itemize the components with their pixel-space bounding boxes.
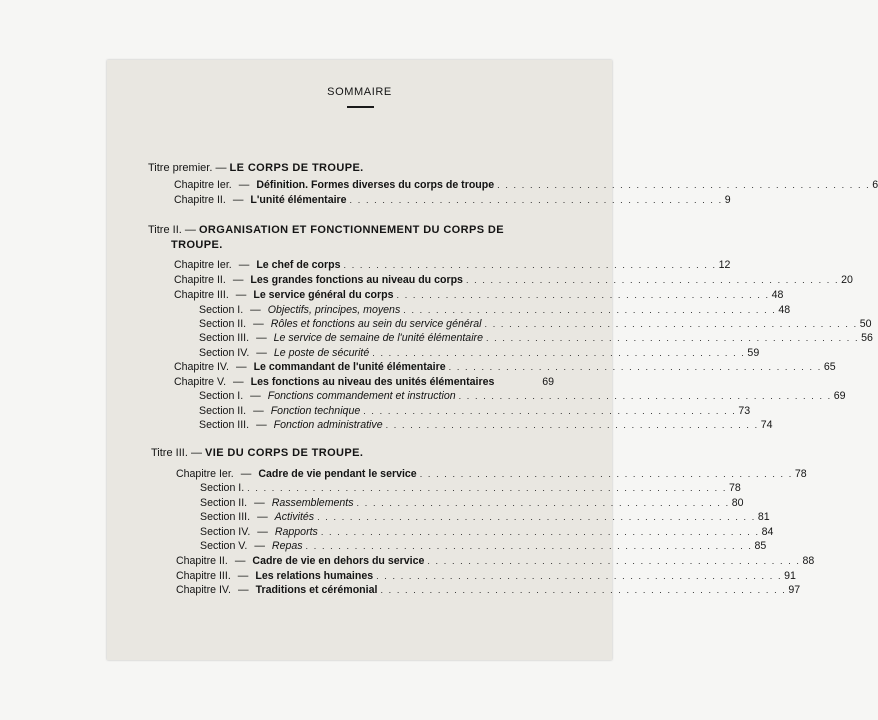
entry-label: Section I. — [200, 482, 245, 494]
entry-title: Le chef de corps — [256, 259, 341, 271]
title-underline — [347, 106, 374, 108]
titre-3-dash: — — [190, 447, 202, 459]
entry-dash: — — [257, 511, 268, 523]
leader-dots: . . . . . . . . . . . . . . . . . . . . . . . . . . . . . . . . . . . . . . . . . . . . . . — [403, 305, 777, 315]
entry-title: Le service de semaine de l'unité élémentaire — [273, 332, 483, 344]
entry-page: 80 — [731, 497, 744, 509]
entry-page: 78 — [794, 468, 807, 480]
leader-dots: . . . . . . . . . . . . . . . . . . . . . . . . . . . . . . . . . . . . . . . . . . . . . . — [372, 348, 746, 358]
titre-2-title-line2: TROUPE. — [171, 239, 223, 251]
entry-page: 73 — [738, 405, 751, 417]
entry-label: Chapitre II. — [174, 194, 226, 206]
entry-page: 50 — [859, 318, 872, 330]
entry-label: Section III. — [199, 419, 250, 431]
entry-dash: — — [256, 419, 267, 431]
toc-entry[interactable] — [199, 303, 791, 317]
entry-label: Section I. — [199, 390, 244, 402]
entry-title: Le commandant de l'unité élémentaire — [253, 361, 446, 373]
entry-dash: — — [237, 584, 249, 596]
entry-label: Chapitre Ier. — [174, 259, 232, 271]
entry-page: 85 — [754, 540, 767, 552]
entry-title: Objectifs, principes, moyens — [267, 304, 401, 316]
entry-page: 81 — [757, 511, 770, 523]
entry-dash: — — [253, 318, 264, 330]
entry-page: 69 — [542, 376, 554, 388]
leader-dots: . . . . . . . . . . . . . . . . . . . . . . . . . . . . . . . . . . . . . . . . . . . . . . . . . . — [380, 585, 787, 595]
entry-title: Le service général du corps — [253, 289, 394, 301]
entry-label: Chapitre V. — [174, 376, 227, 388]
entry-dash: — — [256, 332, 267, 344]
entry-label: Chapitre Ier. — [174, 179, 232, 191]
entry-label: Chapitre IV. — [174, 361, 229, 373]
toc-entry[interactable] — [174, 360, 836, 374]
entry-page: 56 — [861, 332, 873, 344]
entry-page: 48 — [778, 304, 791, 316]
entry-title: Rôles et fonctions au sein du service général — [270, 318, 482, 330]
entry-label: Chapitre II. — [176, 555, 228, 567]
leader-dots: . . . . . . . . . . . . . . . . . . . . . . . . . . . . . . . . . . . . . . . . . . . . . . — [343, 260, 717, 270]
entry-dash: — — [238, 259, 250, 271]
leader-dots: . . . . . . . . . . . . . . . . . . . . . . . . . . . . . . . . . . . . . . . . . . . . . . — [484, 319, 858, 329]
toc-entry[interactable] — [199, 346, 760, 360]
leader-dots: . . . . . . . . . . . . . . . . . . . . . . . . . . . . . . . . . . . . . . . . . . . . . . — [485, 333, 860, 343]
entry-title: Définition. Formes diverses du corps de troupe — [256, 179, 495, 191]
leader-dots: . . . . . . . . . . . . . . . . . . . . . . . . . . . . . . . . . . . . . . . . . . . . . . — [448, 362, 822, 372]
entry-dash: — — [253, 405, 264, 417]
titre-1-heading — [148, 161, 364, 175]
toc-entry[interactable] — [199, 404, 751, 418]
titre-1-title: LE CORPS DE TROUPE. — [229, 162, 364, 174]
entry-page: 69 — [833, 390, 846, 402]
titre-2-heading — [148, 223, 504, 237]
titre-1-label: Titre premier. — [148, 162, 213, 174]
entry-dash: — — [250, 304, 261, 316]
entry-page: 12 — [718, 259, 731, 271]
toc-entry[interactable] — [174, 375, 554, 389]
leader-dots: . . . . . . . . . . . . . . . . . . . . . . . . . . . . . . . . . . . . . . . . . . . . . . — [363, 406, 737, 416]
entry-page: 59 — [747, 347, 760, 359]
entry-page: 84 — [761, 526, 774, 538]
entry-label: Chapitre Ier. — [176, 468, 234, 480]
toc-entry[interactable] — [200, 510, 770, 524]
toc-entry[interactable] — [174, 178, 878, 192]
titre-2-dash: — — [184, 224, 196, 236]
leader-dots: . . . . . . . . . . . . . . . . . . . . . . . . . . . . . . . . . . . . . . . . . . . . . . — [497, 180, 871, 190]
entry-page: 48 — [771, 289, 784, 301]
entry-dash: — — [235, 289, 247, 301]
toc-entry[interactable] — [174, 288, 784, 302]
titre-2-label: Titre II. — [148, 224, 182, 236]
leader-dots: . . . . . . . . . . . . . . . . . . . . . . . . . . . . . . . . . . . . . . . . . . . . . . . . . . — [376, 571, 783, 581]
titre-1-dash: — — [215, 162, 227, 174]
entry-label: Section II. — [199, 318, 247, 330]
document-page — [107, 60, 878, 660]
entry-dash: — — [233, 376, 244, 388]
entry-title: Les fonctions au niveau des unités élémentaires — [250, 376, 495, 388]
entry-title: Les relations humaines — [255, 570, 374, 582]
entry-label: Chapitre IV. — [176, 584, 231, 596]
entry-label: Section III. — [200, 511, 251, 523]
toc-entry[interactable] — [176, 467, 807, 481]
entry-dash: — — [250, 390, 261, 402]
leader-dots: . . . . . . . . . . . . . . . . . . . . . . . . . . . . . . . . . . . . . . . . . . . . . . . . . . . . . . — [317, 512, 756, 522]
entry-dash: — — [254, 540, 265, 552]
entry-page: 6 — [872, 179, 878, 191]
toc-entry[interactable] — [199, 418, 773, 432]
toc-entry[interactable] — [199, 331, 873, 345]
leader-dots: . . . . . . . . . . . . . . . . . . . . . . . . . . . . . . . . . . . . . . . . . . . . . . — [427, 556, 801, 566]
leader-dots: . . . . . . . . . . . . . . . . . . . . . . . . . . . . . . . . . . . . . . . . . . . . . . . . . . . . . . — [320, 527, 760, 537]
entry-page: 91 — [784, 570, 796, 582]
toc-entry[interactable] — [200, 539, 767, 553]
entry-page: 65 — [823, 361, 836, 373]
entry-title: Le poste de sécurité — [273, 347, 370, 359]
titre-2-heading-cont — [171, 238, 223, 252]
entry-label: Section IV. — [199, 347, 250, 359]
leader-dots: . . . . . . . . . . . . . . . . . . . . . . . . . . . . . . . . . . . . . . . . . . . . . . — [458, 391, 832, 401]
toc-entry[interactable] — [174, 193, 731, 207]
toc-entry[interactable] — [200, 525, 774, 539]
entry-title: Rapports — [274, 526, 318, 538]
leader-dots: . . . . . . . . . . . . . . . . . . . . . . . . . . . . . . . . . . . . . . . . . . . . . . . . . . . . . . . . . . . — [247, 483, 727, 493]
entry-page: 88 — [802, 555, 815, 567]
toc-entry[interactable] — [199, 389, 846, 403]
entry-title: Les grandes fonctions au niveau du corps — [250, 274, 463, 286]
leader-dots: . . . . . . . . . . . . . . . . . . . . . . . . . . . . . . . . . . . . . . . . . . . . . . . . . . . . . . . — [305, 541, 753, 551]
entry-title: Rassemblements — [271, 497, 354, 509]
entry-dash: — — [235, 361, 247, 373]
page-title: SOMMAIRE — [327, 86, 392, 98]
titre-3-title: VIE DU CORPS DE TROUPE. — [205, 447, 364, 459]
toc-entry[interactable] — [176, 554, 815, 568]
titre-3-label: Titre III. — [151, 447, 188, 459]
leader-dots: . . . . . . . . . . . . . . . . . . . . . . . . . . . . . . . . . . . . . . . . . . . . . . — [356, 498, 730, 508]
entry-label: Section V. — [200, 540, 248, 552]
entry-dash: — — [240, 468, 252, 480]
entry-label: Chapitre II. — [174, 274, 226, 286]
entry-page: 97 — [788, 584, 801, 596]
entry-page: 20 — [841, 274, 853, 286]
entry-dash: — — [232, 274, 244, 286]
leader-dots: . . . . . . . . . . . . . . . . . . . . . . . . . . . . . . . . . . . . . . . . . . . . . . — [385, 420, 759, 430]
toc-entry[interactable] — [200, 496, 744, 510]
entry-label: Section III. — [199, 332, 250, 344]
toc-entry[interactable] — [176, 569, 796, 583]
toc-entry[interactable] — [200, 481, 741, 495]
entry-title: Repas — [271, 540, 303, 552]
entry-title: L'unité élémentaire — [250, 194, 347, 206]
toc-entry[interactable] — [174, 258, 731, 272]
entry-dash: — — [232, 194, 244, 206]
entry-label: Chapitre III. — [174, 289, 229, 301]
entry-dash: — — [256, 347, 267, 359]
entry-dash: — — [237, 570, 249, 582]
entry-title: Traditions et cérémonial — [255, 584, 378, 596]
leader-dots: . . . . . . . . . . . . . . . . . . . . . . . . . . . . . . . . . . . . . . . . . . . . . . — [419, 469, 793, 479]
entry-dash: — — [234, 555, 246, 567]
entry-title: Activités — [274, 511, 315, 523]
entry-title: Fonction technique — [270, 405, 361, 417]
entry-title: Cadre de vie pendant le service — [258, 468, 417, 480]
entry-label: Section I. — [199, 304, 244, 316]
entry-dash: — — [238, 179, 250, 191]
entry-label: Section II. — [200, 497, 248, 509]
titre-2-title-line1: ORGANISATION ET FONCTIONNEMENT DU CORPS DE — [198, 224, 504, 236]
entry-label: Section IV. — [200, 526, 251, 538]
entry-title: Fonctions commandement et instruction — [267, 390, 456, 402]
toc-entry[interactable] — [199, 317, 872, 331]
titre-3-heading — [151, 446, 363, 460]
entry-title: Fonction administrative — [273, 419, 383, 431]
entry-page: 78 — [728, 482, 741, 494]
leader-dots: . . . . . . . . . . . . . . . . . . . . . . . . . . . . . . . . . . . . . . . . . . . . . . — [396, 290, 770, 300]
toc-entry[interactable] — [176, 583, 801, 597]
entry-label: Chapitre III. — [176, 570, 231, 582]
toc-entry[interactable] — [174, 273, 853, 287]
entry-dash: — — [254, 497, 265, 509]
entry-page: 9 — [724, 194, 731, 206]
leader-dots: . . . . . . . . . . . . . . . . . . . . . . . . . . . . . . . . . . . . . . . . . . . . . . — [349, 195, 723, 205]
leader-dots: . . . . . . . . . . . . . . . . . . . . . . . . . . . . . . . . . . . . . . . . . . . . . . — [465, 275, 840, 285]
entry-dash: — — [257, 526, 268, 538]
entry-page: 74 — [760, 419, 773, 431]
entry-label: Section II. — [199, 405, 247, 417]
entry-title: Cadre de vie en dehors du service — [252, 555, 425, 567]
